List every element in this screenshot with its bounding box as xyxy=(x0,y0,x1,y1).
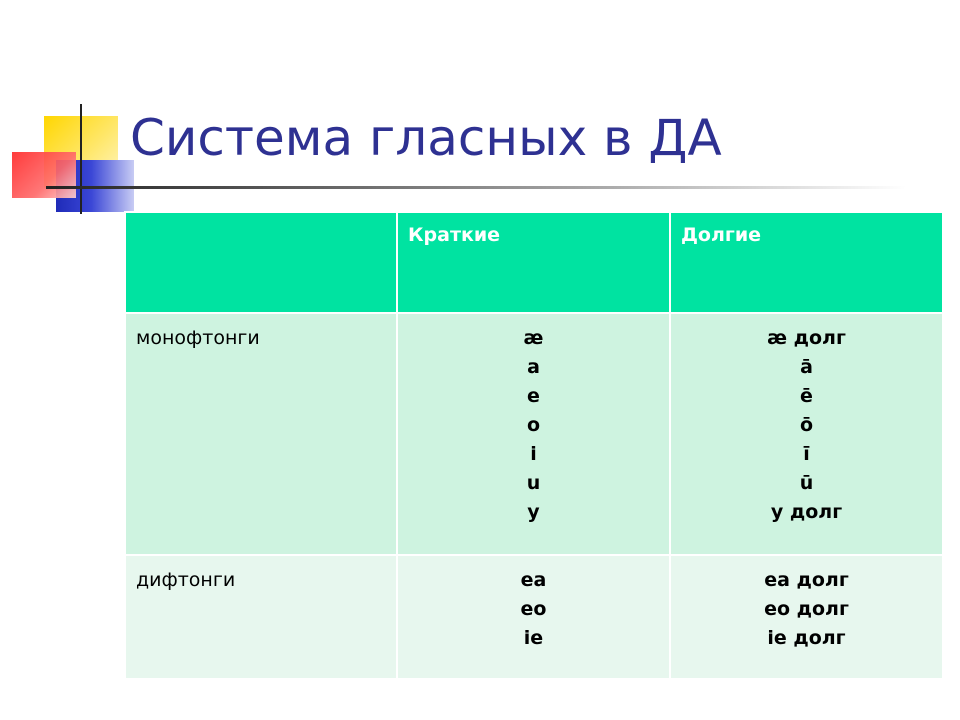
long-vowels-cell xyxy=(670,313,943,555)
header-cell-short xyxy=(397,212,670,313)
vowel-item: ī xyxy=(803,443,810,465)
table-row-monophthongs xyxy=(125,313,943,555)
decorative-vertical-line xyxy=(80,104,82,214)
row-label-cell xyxy=(125,555,397,679)
header-cell-empty xyxy=(125,212,397,313)
vowel-item: eo долг xyxy=(764,598,849,620)
vowel-item: æ xyxy=(523,327,544,349)
row-label-diphthongs: дифтонги xyxy=(136,569,236,591)
short-diphthong-list xyxy=(398,556,669,653)
vowel-item: ō xyxy=(799,414,814,436)
row-label-monophthongs: монофтонги xyxy=(136,327,260,349)
long-vowels-cell xyxy=(670,555,943,679)
header-cell-long xyxy=(670,212,943,313)
vowel-item: o xyxy=(526,414,541,436)
long-diphthong-list xyxy=(671,556,942,653)
vowel-item: i xyxy=(530,443,537,465)
long-monophthong-list xyxy=(671,314,942,527)
header-long-label: Долгие xyxy=(681,224,762,246)
vowel-item: ea долг xyxy=(764,569,849,591)
vowel-item: y xyxy=(527,501,540,523)
slide-title: Система гласных в ДА xyxy=(130,109,722,167)
vowel-system-table xyxy=(124,211,944,680)
vowel-item: ea xyxy=(520,569,547,591)
title-underline xyxy=(46,186,906,189)
vowel-item: ē xyxy=(800,385,813,407)
short-vowels-cell xyxy=(397,555,670,679)
header-short-label: Краткие xyxy=(408,224,501,246)
table-header-row xyxy=(125,212,943,313)
short-vowels-cell xyxy=(397,313,670,555)
vowel-item: e xyxy=(527,385,540,407)
vowel-item: u xyxy=(526,472,541,494)
vowel-item: ā xyxy=(800,356,813,378)
vowel-item: æ долг xyxy=(767,327,846,349)
decorative-red-square xyxy=(12,152,76,198)
vowel-item: a xyxy=(527,356,540,378)
vowel-item: ie xyxy=(523,627,544,649)
table-row-diphthongs xyxy=(125,555,943,679)
vowel-item: eo xyxy=(520,598,547,620)
vowel-item: ie долг xyxy=(767,627,846,649)
vowel-item: ū xyxy=(799,472,814,494)
short-monophthong-list xyxy=(398,314,669,527)
vowel-item: y долг xyxy=(770,501,843,523)
row-label-cell xyxy=(125,313,397,555)
